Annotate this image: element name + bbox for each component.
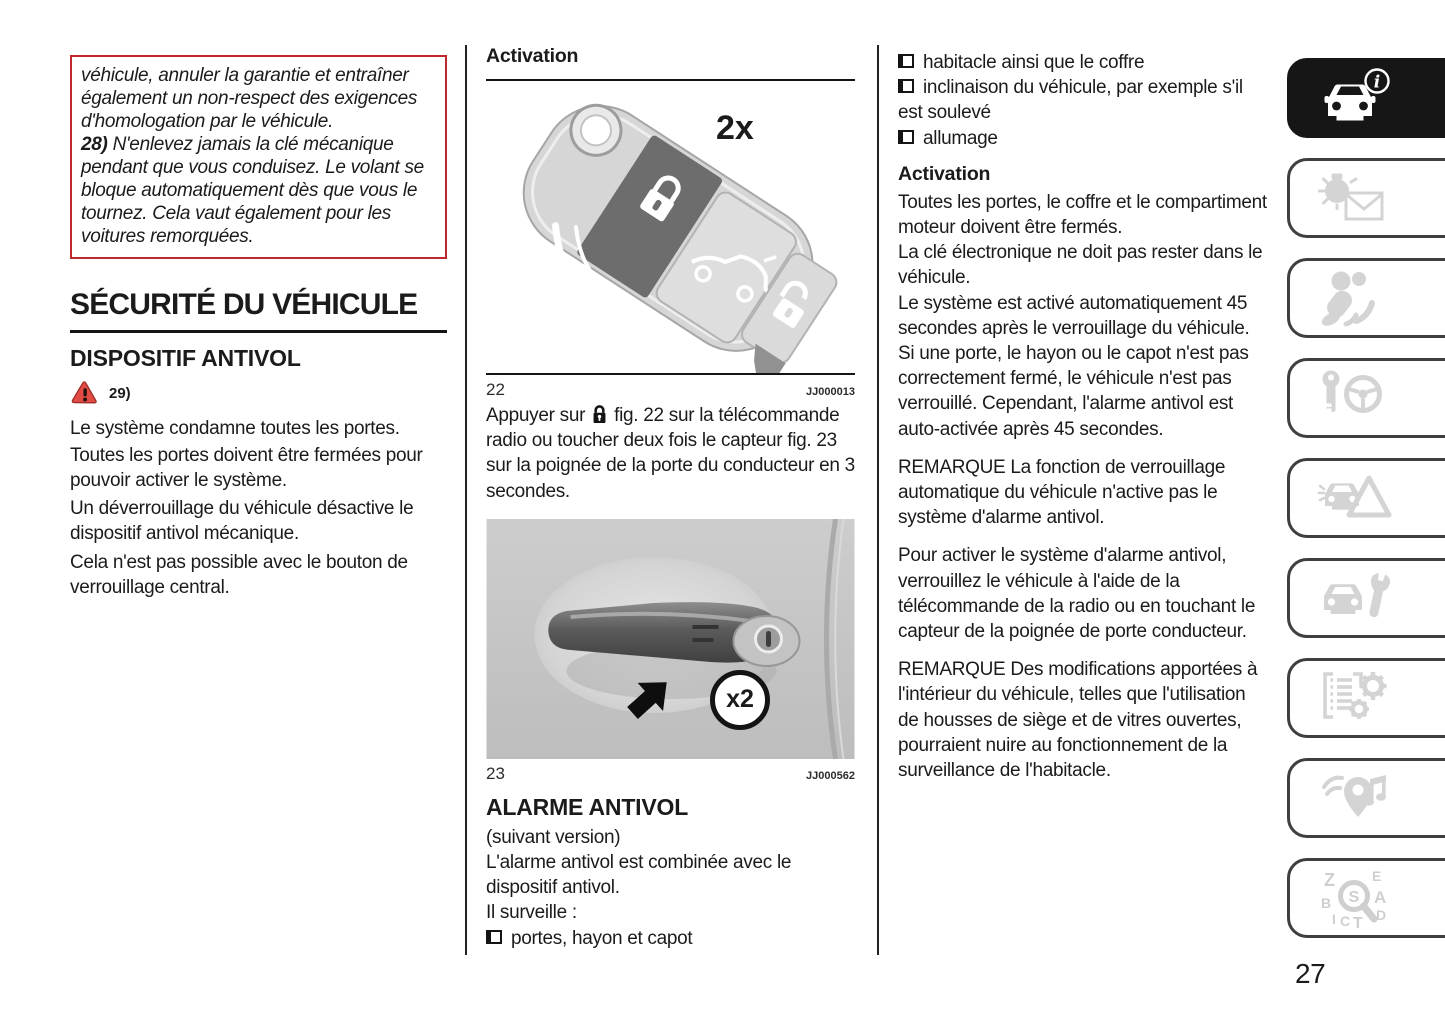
middle-column xyxy=(486,45,855,951)
figure-code: JJ000562 xyxy=(806,769,855,782)
paragraph-appuyer xyxy=(486,403,855,504)
tab-emergency xyxy=(1287,458,1445,538)
svg-text:E: E xyxy=(1372,868,1382,884)
paragraph: Toutes les portes doivent être fermées pour pouvoir activer le système. xyxy=(70,445,423,492)
square-bullet-icon xyxy=(898,79,914,93)
tab-vehicle-info xyxy=(1287,58,1445,138)
tab-starting-driving xyxy=(1287,358,1445,438)
figure-door-handle xyxy=(486,519,855,759)
warning-intro-text: véhicule, annuler la garantie et entraîner également un non-respect des exigences d'homologation par le véhicule. xyxy=(81,65,418,132)
paragraph: Le système est activé automatiquement 45 secondes après le verrouillage du véhicule. xyxy=(898,292,1250,339)
activation-heading: Activation xyxy=(898,162,991,185)
touch-twice-badge: x2 xyxy=(710,670,770,730)
svg-text:D: D xyxy=(1376,907,1387,923)
bullet-item xyxy=(898,50,1268,75)
svg-text:I: I xyxy=(1332,911,1336,927)
paragraph: Un déverrouillage du véhicule désactive le dispositif antivol mécanique. xyxy=(70,497,414,544)
svg-text:S: S xyxy=(1348,889,1360,906)
bullet-item xyxy=(898,126,1268,151)
paragraph: Si une porte, le hayon ou le capot n'est pas correctement fermé, le véhicule n'est pas verrouillé. Cependant, l'alarme antivol est auto-activée après 45 secondes. xyxy=(898,343,1249,440)
column-divider xyxy=(465,45,467,955)
appuyer-text-pre: Appuyer sur xyxy=(486,405,586,426)
figure-number: 22 xyxy=(486,380,505,399)
paragraph: Il surveille : xyxy=(486,902,577,924)
column-divider xyxy=(877,45,879,955)
bullet-item xyxy=(486,926,855,951)
lock-icon xyxy=(591,404,608,425)
square-bullet-icon xyxy=(486,930,502,944)
lights-messages-icon xyxy=(1312,166,1396,230)
paragraph: La clé électronique ne doit pas rester dans le véhicule. xyxy=(898,242,1263,289)
paragraph: L'alarme antivol est combinée avec le dispositif antivol. xyxy=(486,852,792,899)
svg-text:T: T xyxy=(1353,915,1363,930)
key-remote-illustration xyxy=(486,81,855,373)
figure-code: JJ000013 xyxy=(806,386,855,398)
bullet-text: allumage xyxy=(923,127,998,149)
tab-safety xyxy=(1287,258,1445,338)
subsection-title: DISPOSITIF ANTIVOL xyxy=(70,345,301,371)
tab-multimedia xyxy=(1287,758,1445,838)
door-handle-photo xyxy=(486,519,855,759)
warning-item xyxy=(81,133,436,248)
warning-item-ref: 28) xyxy=(81,134,108,155)
starting-driving-icon xyxy=(1312,366,1396,430)
right-column xyxy=(898,50,1268,796)
svg-text:i: i xyxy=(1373,72,1381,93)
technical-data-icon xyxy=(1312,666,1396,730)
page-number: 27 xyxy=(1295,958,1326,989)
figure-caption xyxy=(486,380,855,400)
alarm-version-note: (suivant version) xyxy=(486,826,621,848)
paragraph: Pour activer le système d'alarme antivol, verrouillez le véhicule à l'aide de la télécommande de la radio ou en touchant le capteur de la poignée de porte conducteur. xyxy=(898,545,1256,643)
tab-technical-data xyxy=(1287,658,1445,738)
paragraph: Cela n'est pas possible avec le bouton de verrouillage central. xyxy=(70,552,408,599)
bullet-item xyxy=(898,75,1268,125)
warning-reference-row xyxy=(70,380,447,406)
multimedia-icon xyxy=(1312,766,1396,830)
press-twice-label: 2x xyxy=(716,109,754,147)
bullet-text: habitacle ainsi que le coffre xyxy=(923,52,1145,73)
square-bullet-icon xyxy=(898,54,914,68)
warning-triangle-icon xyxy=(70,380,99,406)
activation-heading: Activation xyxy=(486,45,855,81)
figure-key-remote xyxy=(486,81,855,375)
svg-text:C: C xyxy=(1340,913,1351,929)
remark-paragraph: REMARQUE La fonction de verrouillage automatique du véhicule n'active pas le système d'alarme antivol. xyxy=(898,456,1226,529)
section-title: SÉCURITÉ DU VÉHICULE xyxy=(70,288,447,333)
svg-text:B: B xyxy=(1321,895,1332,911)
warning-ref-number: 29) xyxy=(109,384,131,402)
appuyer-text-post: fig. 22 sur la télécommande radio ou toucher deux fois le capteur fig. 23 sur la poignée de la porte du conducteur en 3 secondes. xyxy=(486,405,855,502)
tab-servicing xyxy=(1287,558,1445,638)
servicing-icon xyxy=(1312,566,1396,630)
warning-text-box xyxy=(70,55,447,259)
figure-caption xyxy=(486,764,855,784)
chapter-tabs-sidebar xyxy=(1287,58,1445,938)
warning-item-text: N'enlevez jamais la clé mécanique pendant que vous conduisez. Le volant se bloque automatiquement dès que vous le tournez. Cela vaut également pour les voitures remorquées. xyxy=(81,134,424,247)
bullet-text: portes, hayon et capot xyxy=(511,927,693,949)
svg-text:A: A xyxy=(1374,888,1387,907)
tab-lights-messages xyxy=(1287,158,1445,238)
svg-text:Z: Z xyxy=(1324,870,1335,890)
paragraph: Toutes les portes, le coffre et le compartiment moteur doivent être fermés. xyxy=(898,191,1267,239)
paragraph: Le système condamne toutes les portes. xyxy=(70,418,400,439)
warning-intro xyxy=(81,64,436,133)
emergency-icon xyxy=(1312,466,1396,530)
square-bullet-icon xyxy=(898,130,914,144)
remark-paragraph: REMARQUE Des modifications apportées à l'intérieur du véhicule, telles que l'utilisation de housses de siège et de vitres ouvertes, pourraient nuire au fonctionnement de la surveillance de l'habitacle. xyxy=(898,659,1258,782)
bullet-text: inclinaison du véhicule, par exemple s'il est soulevé xyxy=(898,77,1243,124)
safety-airbag-icon xyxy=(1312,266,1396,330)
figure-number: 23 xyxy=(486,763,505,783)
tab-index xyxy=(1287,858,1445,938)
index-icon xyxy=(1312,866,1396,930)
car-info-icon xyxy=(1312,66,1396,130)
left-column xyxy=(70,55,447,600)
alarm-section-title: ALARME ANTIVOL xyxy=(486,793,689,820)
